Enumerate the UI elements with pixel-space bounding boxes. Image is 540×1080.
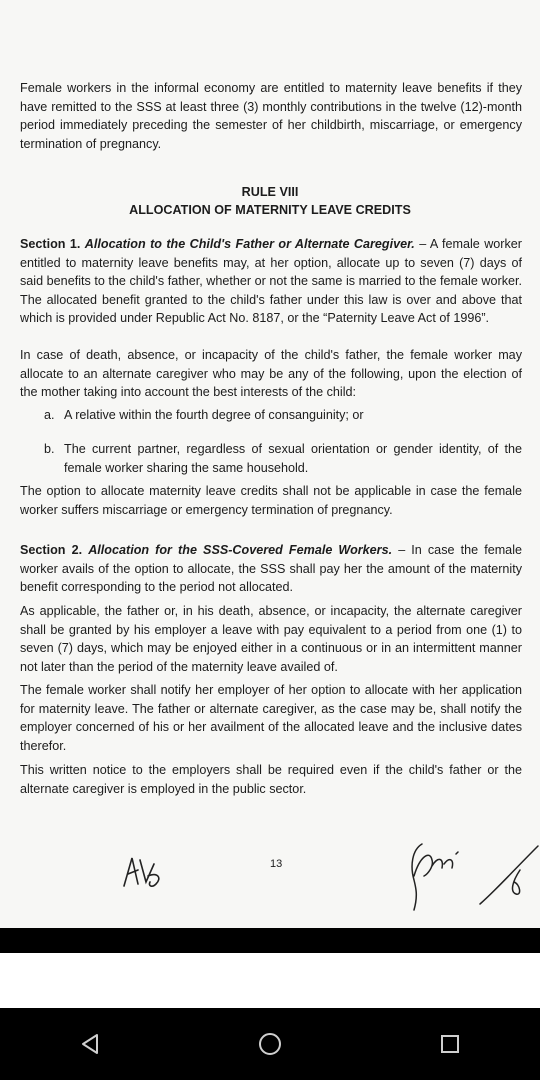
section2-para4: This written notice to the employers shall be required even if the child's father or the alternate caregiver is employed in the public sector.: [20, 763, 522, 796]
signature-right: [402, 836, 462, 916]
section2-heading: Allocation for the SSS-Covered Female Workers.: [88, 543, 393, 557]
home-circle-icon: [258, 1032, 282, 1056]
list-item-b-text: The current partner, regardless of sexual orientation or gender identity, of the female worker sharing the same household.: [64, 442, 522, 475]
intro-paragraph: Female workers in the informal economy are entitled to maternity leave benefits if they have remitted to the SSS at least three (3) monthly contributions in the twelve (12)-month period immediately preceding the semester of her childbirth, miscarriage, or emergency termination of pregnancy.: [20, 81, 522, 151]
section1-paragraph: [20, 235, 522, 328]
section1-body: – A female worker entitled to maternity leave benefits may, at her option, allocate up to seven (7) days of said benefits to the child's father, whether or not the same is married to the female worker. The allocated benefit granted to the child's father under this law is over and above that which is provided under Republic Act No. 8187, or the “Paternity Leave Act of 1996”.: [20, 237, 522, 325]
list-item-b: [44, 440, 522, 477]
list-item-a-marker: a.: [44, 408, 55, 422]
section1-label: Section 1.: [20, 237, 81, 251]
section2-body: – In case the female worker avails of the option to allocate, the SSS shall pay her the amount of the maternity benefit corresponding to the period not allocated.: [20, 543, 522, 594]
back-triangle-icon: [79, 1033, 101, 1055]
recents-square-icon: [439, 1033, 461, 1055]
blank-area: [0, 953, 540, 1008]
list-item-a: [44, 406, 522, 425]
section2-paragraph: [20, 541, 522, 597]
list-item-b-marker: b.: [44, 442, 55, 456]
rule-title: ALLOCATION OF MATERNITY LEAVE CREDITS: [129, 203, 411, 217]
back-button[interactable]: [70, 1024, 110, 1064]
section2-label: Section 2.: [20, 543, 83, 557]
section2-para2: As applicable, the father or, in his death, absence, or incapacity, the alternate caregiver shall be granted by his employer a leave with pay equivalent to a period from one (1) to seven (7) days, which may be enjoyed either in a continuous or in an intermittent manner not later than the period of the maternity leave availed of.: [20, 604, 522, 674]
signature-far-right: [476, 842, 540, 908]
bottom-black-strip: [0, 928, 540, 953]
initials-signature: [118, 852, 166, 892]
section1-para3: The option to allocate maternity leave credits shall not be applicable in case the female worker suffers miscarriage or emergency termination of pregnancy.: [20, 484, 522, 517]
list-item-a-text: A relative within the fourth degree of consanguinity; or: [64, 408, 364, 422]
page-number: 13: [270, 858, 283, 870]
section2-para3: The female worker shall notify her employer of her option to allocate with her application for maternity leave. The father or alternate caregiver, as the case may be, shall notify the employer concerned of his or her availment of the allocated leave and the inclusive dates therefor.: [20, 683, 522, 753]
home-button[interactable]: [250, 1024, 290, 1064]
section1-heading: Allocation to the Child's Father or Alternate Caregiver.: [84, 237, 415, 251]
android-navigation-bar: [0, 1008, 540, 1080]
recents-button[interactable]: [430, 1024, 470, 1064]
rule-number: RULE VIII: [241, 185, 299, 199]
section1-para2: In case of death, absence, or incapacity of the child's father, the female worker may allocate to an alternate caregiver who may be any of the following, upon the election of the mother taking into account the best interests of the child:: [20, 348, 522, 399]
